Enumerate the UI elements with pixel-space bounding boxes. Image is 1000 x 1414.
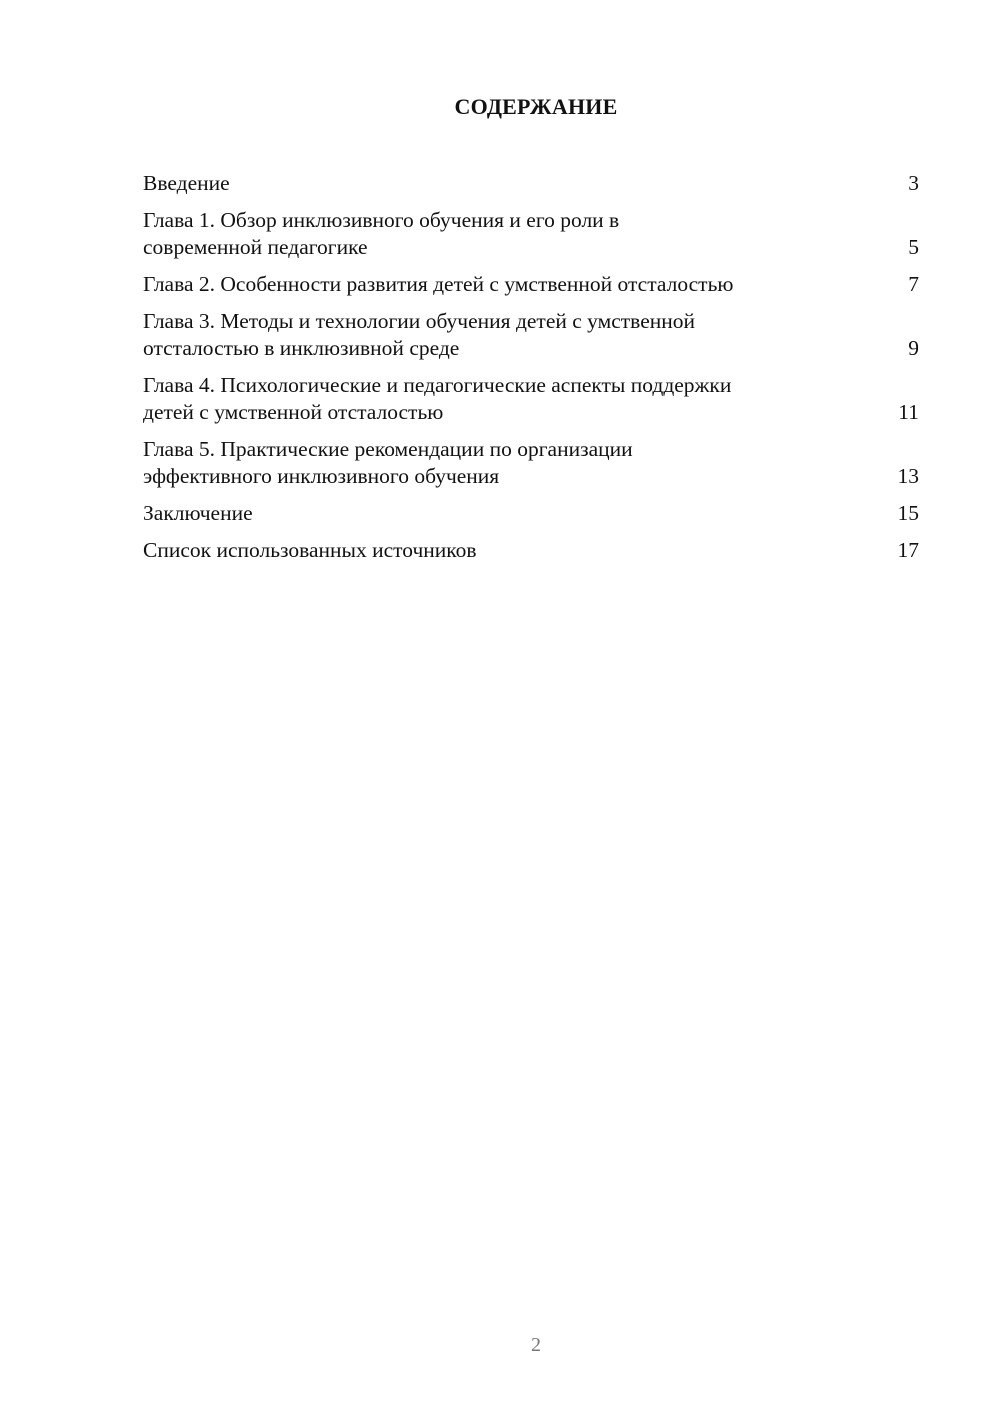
toc-page-number: 7 — [908, 272, 919, 296]
table-of-contents — [143, 170, 919, 574]
toc-entry-chapter-3 — [143, 308, 919, 362]
toc-entry-references — [143, 537, 919, 564]
toc-page-number: 13 — [897, 464, 919, 488]
toc-entry-line: Глава 1. Обзор инклюзивного обучения и его роли в — [143, 208, 620, 232]
toc-entry-line: современной педагогике — [143, 235, 368, 259]
toc-page-number: 11 — [898, 400, 919, 424]
toc-entry-chapter-1 — [143, 207, 919, 261]
toc-entry-line: Заключение — [143, 501, 253, 525]
toc-entry-line: Глава 5. Практические рекомендации по организации — [143, 437, 633, 461]
toc-entry-text — [143, 500, 253, 527]
toc-entry-line: отсталостью в инклюзивной среде — [143, 336, 460, 360]
toc-page-number: 9 — [908, 336, 919, 360]
toc-entry-text — [143, 170, 230, 197]
toc-entry-line: Глава 4. Психологические и педагогические аспекты поддержки — [143, 373, 732, 397]
toc-entry-chapter-4 — [143, 372, 919, 426]
toc-entry-chapter-2 — [143, 271, 919, 298]
toc-entry-line: Глава 2. Особенности развития детей с умственной отсталостью — [143, 272, 734, 296]
toc-page-number: 15 — [897, 501, 919, 525]
toc-entry-text — [143, 372, 731, 426]
toc-entry-text — [143, 308, 695, 362]
toc-page-number: 3 — [908, 171, 919, 195]
toc-entry-conclusion — [143, 500, 919, 527]
toc-entry-line: Введение — [143, 171, 230, 195]
toc-entry-text — [143, 537, 477, 564]
page-number: 2 — [531, 1334, 541, 1356]
toc-entry-line: детей с умственной отсталостью — [143, 400, 444, 424]
toc-page-number: 5 — [908, 235, 919, 259]
page-title: СОДЕРЖАНИЕ — [454, 94, 618, 119]
toc-entry-text — [143, 207, 619, 261]
toc-entry-line: Список использованных источников — [143, 538, 477, 562]
toc-entry-chapter-5 — [143, 436, 919, 490]
toc-entry-text — [143, 436, 633, 490]
toc-entry-text — [143, 271, 733, 298]
toc-entry-line: эффективного инклюзивного обучения — [143, 464, 500, 488]
toc-entry-line: Глава 3. Методы и технологии обучения детей с умственной — [143, 309, 696, 333]
toc-entry-introduction — [143, 170, 919, 197]
toc-page-number: 17 — [897, 538, 919, 562]
